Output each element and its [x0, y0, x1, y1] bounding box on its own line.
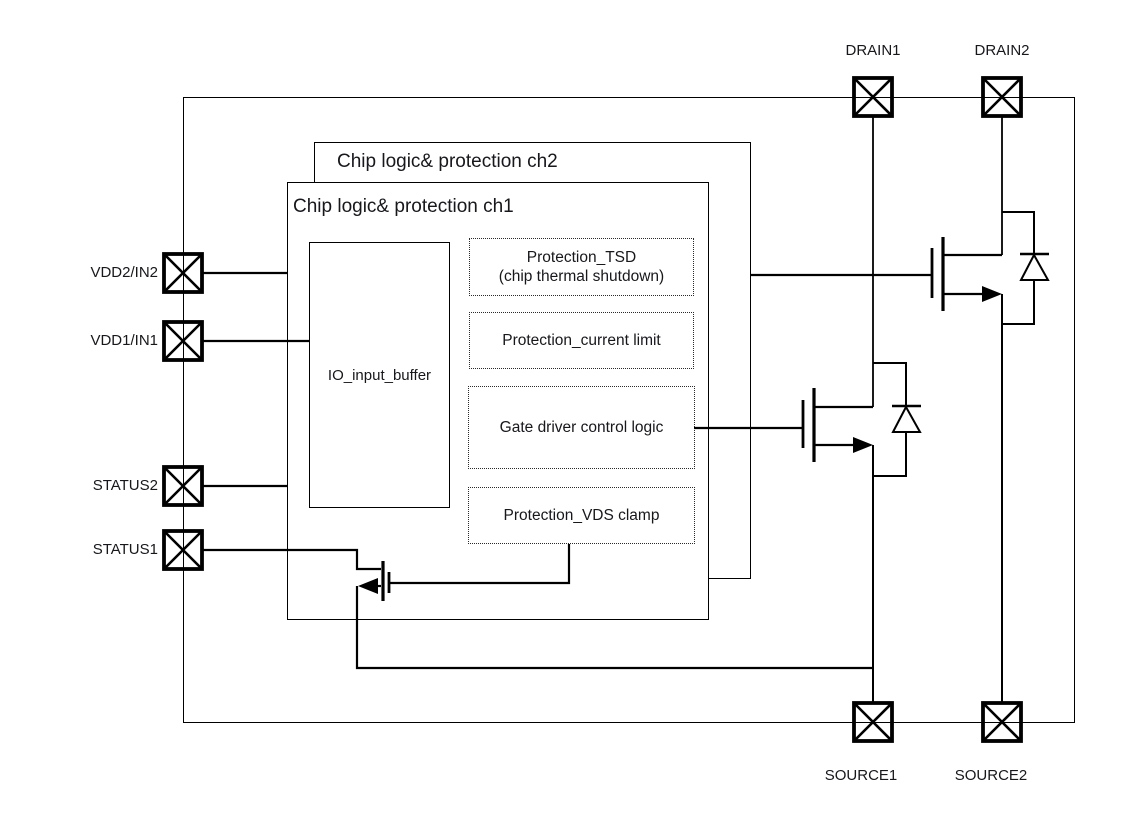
- protection-current-limit-label: Protection_current limit: [502, 332, 661, 349]
- gate-driver-control-logic-block: [468, 386, 695, 469]
- pin-label-drain1: DRAIN1: [845, 42, 901, 59]
- pin-label-source2: SOURCE2: [954, 767, 1028, 784]
- io-input-buffer-label: IO_input_buffer: [327, 366, 432, 384]
- pin-label-source1: SOURCE1: [824, 767, 898, 784]
- pin-label-drain2: DRAIN2: [974, 42, 1030, 59]
- protection-vds-clamp-block: [468, 487, 695, 544]
- pin-label-status1: STATUS1: [92, 541, 158, 558]
- pin-label-vdd2-in2: VDD2/IN2: [90, 264, 158, 281]
- ch2-title: Chip logic& protection ch2: [337, 151, 558, 172]
- pin-label-status2: STATUS2: [92, 477, 158, 494]
- protection-vds-clamp-label: Protection_VDS clamp: [503, 507, 660, 524]
- gate-driver-control-logic-label: Gate driver control logic: [499, 419, 664, 436]
- protection-tsd-label-line1: Protection_TSD: [526, 249, 637, 266]
- ch1-title: Chip logic& protection ch1: [293, 196, 514, 217]
- protection-current-limit-block: [469, 312, 694, 369]
- pin-label-vdd1-in1: VDD1/IN1: [90, 332, 158, 349]
- io-input-buffer-block: [309, 242, 450, 508]
- protection-tsd-block: [469, 238, 694, 296]
- protection-tsd-label-line2: (chip thermal shutdown): [498, 268, 665, 285]
